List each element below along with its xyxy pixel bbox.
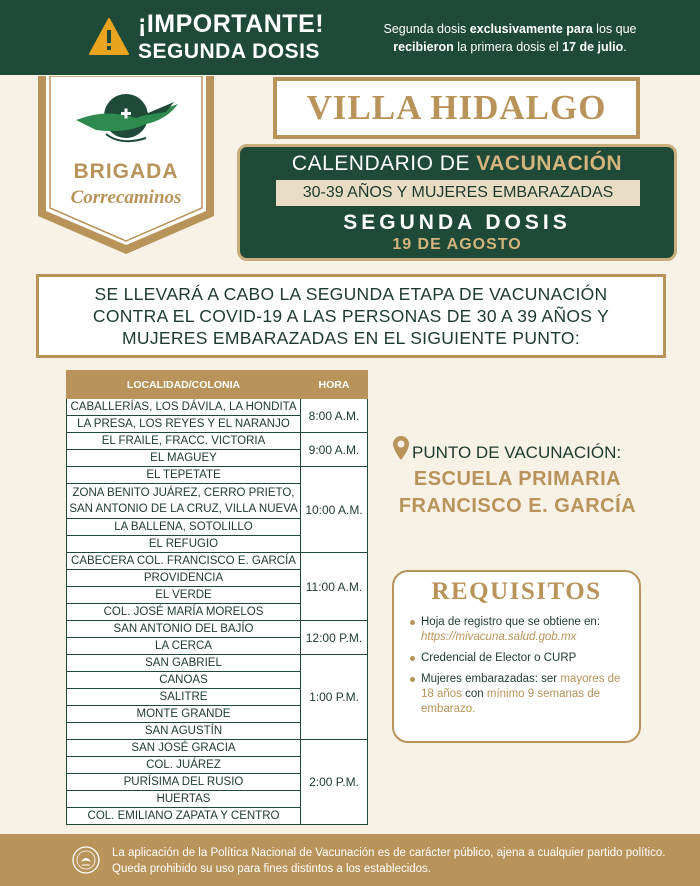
time-cell: 12:00 P.M. (301, 621, 368, 655)
locality-cell: LA BALLENA, SOTOLILLO (67, 519, 301, 536)
location-pin-icon (393, 436, 409, 460)
locality-cell: SAN ANTONIO DEL BAJÍO (67, 621, 301, 638)
time-cell: 11:00 A.M. (301, 553, 368, 621)
locality-cell: PROVIDENCIA (67, 570, 301, 587)
table-row (67, 655, 368, 672)
requirement-item: Hoja de registro que se obtiene en: https://mivacuna.salud.gob.mx (410, 615, 632, 645)
brigada-title: BRIGADA (73, 160, 179, 183)
bullet-icon (410, 620, 415, 625)
locality-cell: EL VERDE (67, 587, 301, 604)
locality-cell: SALITRE (67, 689, 301, 706)
table-header-row (67, 371, 368, 399)
brigada-subtitle: Correcaminos (70, 187, 182, 208)
dose-label: SEGUNDA DOSIS (343, 211, 571, 234)
age-group-band: 30-39 AÑOS Y MUJERES EMBARAZADAS (276, 180, 640, 206)
locality-cell: EL TEPETATE (67, 467, 301, 484)
announcement-box: SE LLEVARÁ A CABO LA SEGUNDA ETAPA DE VACUNACIÓN CONTRA EL COVID-19 A LAS PERSONAS DE 30 A 39 AÑOS Y MUJERES EMBARAZADAS EN EL SIGUIENTE PUNTO: (36, 274, 666, 358)
table-row (67, 433, 368, 450)
banner-title: ¡IMPORTANTE! (138, 10, 325, 38)
locality-cell: PURÍSIMA DEL RUSIO (67, 774, 301, 791)
requirement-item: Credencial de Elector o CURP (410, 651, 632, 666)
locality-cell: EL FRAILE, FRACC. VICTORIA (67, 433, 301, 450)
school-name-line2: FRANCISCO E. GARCÍA (398, 495, 637, 517)
locality-cell: EL REFUGIO (67, 536, 301, 553)
vaccination-point-label: PUNTO DE VACUNACIÓN: (412, 443, 622, 462)
locality-cell: SAN AGUSTÍN (67, 723, 301, 740)
footer-disclaimer: La aplicación de la Política Nacional de Vacunación es de carácter público, ajena a cualquier partido político. Queda prohibido su uso para fines distintos a los establecidos. (112, 847, 666, 875)
locality-cell: COL. EMILIANO ZAPATA Y CENTRO (67, 808, 301, 825)
roadrunner-logo-icon (66, 90, 186, 152)
locality-cell: CABECERA COL. FRANCISCO E. GARCÍA (67, 553, 301, 570)
vaccination-date: 19 DE AGOSTO (392, 236, 522, 253)
vaccination-point-school (370, 466, 665, 520)
school-name-line1: ESCUELA PRIMARIA (413, 468, 622, 490)
locality-cell: EL MAGUEY (67, 450, 301, 467)
time-cell: 2:00 P.M. (301, 740, 368, 825)
banner-subtitle: SEGUNDA DOSIS (138, 40, 320, 63)
time-cell: 8:00 A.M. (301, 399, 368, 433)
table-row (67, 467, 368, 484)
locality-cell: SAN JOSÉ GRACIA (67, 740, 301, 757)
table-row (67, 621, 368, 638)
table-row (67, 553, 368, 570)
location-title: VILLA HIDALGO (273, 77, 640, 139)
locality-cell: CANOAS (67, 672, 301, 689)
mexico-seal-icon (72, 846, 100, 874)
locality-cell: LA CERCA (67, 638, 301, 655)
time-cell: 10:00 A.M. (301, 467, 368, 553)
warning-icon (89, 17, 129, 57)
locality-cell: ZONA BENITO JUÁREZ, CERRO PRIETO, SAN ANTONIO DE LA CRUZ, VILLA NUEVA (67, 484, 301, 519)
bullet-icon (410, 677, 415, 682)
banner-note: Segunda dosis exclusivamente para los que recibieron la primera dosis el 17 de julio. (383, 22, 637, 54)
time-cell: 9:00 A.M. (301, 433, 368, 467)
schedule-table (66, 370, 368, 825)
requirements-title: REQUISITOS (431, 578, 602, 605)
calendar-heading: CALENDARIO DE VACUNACIÓN (291, 152, 623, 175)
locality-cell: CABALLERÍAS, LOS DÁVILA, LA HONDITA (67, 399, 301, 416)
table-row (67, 740, 368, 757)
locality-cell: SAN GABRIEL (67, 655, 301, 672)
column-header-time: HORA (301, 371, 368, 399)
table-row (67, 399, 368, 416)
locality-cell: LA PRESA, LOS REYES Y EL NARANJO (67, 416, 301, 433)
locality-cell: COL. JUÁREZ (67, 757, 301, 774)
locality-cell: HUERTAS (67, 791, 301, 808)
bullet-icon (410, 656, 415, 661)
requirement-item: Mujeres embarazadas: ser mayores de 18 años con mínimo 9 semanas de embarazo. (410, 672, 632, 717)
locality-cell: MONTE GRANDE (67, 706, 301, 723)
requirements-list (410, 615, 632, 723)
locality-cell: COL. JOSÉ MARÍA MORELOS (67, 604, 301, 621)
column-header-locality: LOCALIDAD/COLONIA (67, 371, 301, 399)
registration-link[interactable]: https://mivacuna.salud.gob.mx (421, 631, 577, 643)
time-cell: 1:00 P.M. (301, 655, 368, 740)
